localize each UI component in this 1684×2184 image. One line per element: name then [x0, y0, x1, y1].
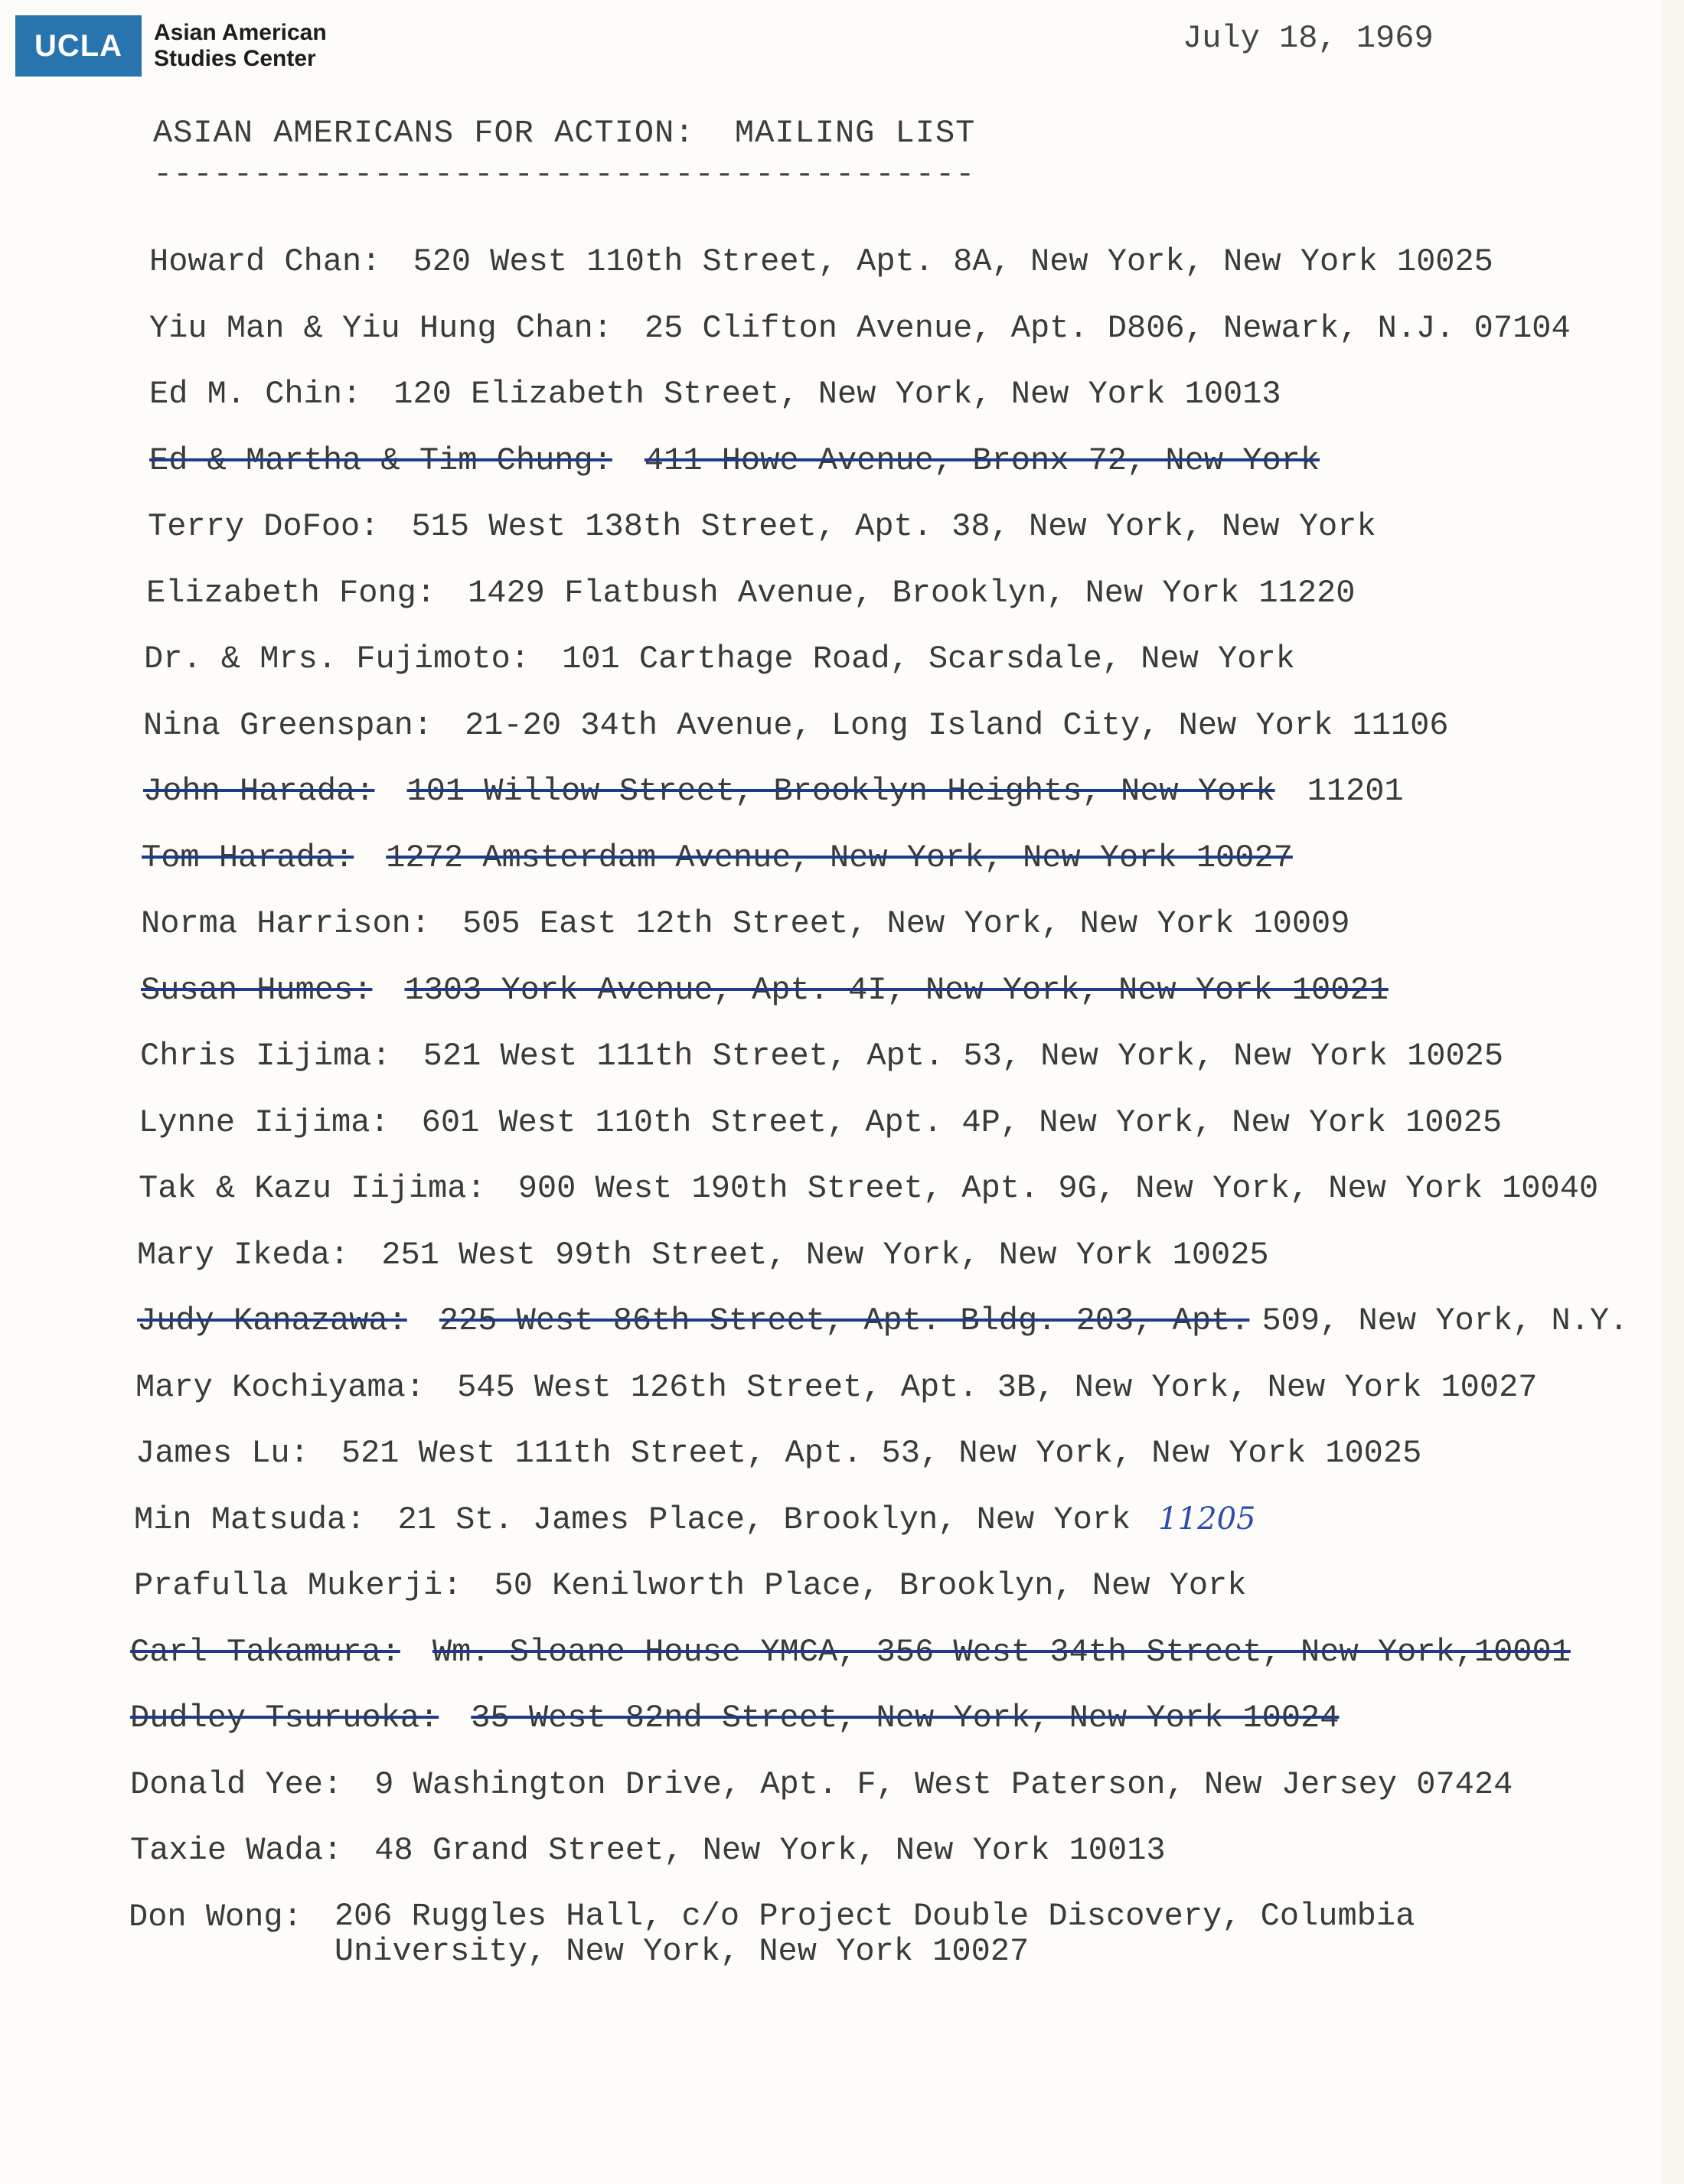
ucla-logo-mark: UCLA: [15, 15, 142, 77]
list-entry: [0, 1038, 1684, 1104]
entry-address: Wm. Sloane House YMCA, 356 West 34th Street, New York,10001: [432, 1633, 1571, 1671]
entry-name: Chris Iijima:: [140, 1038, 391, 1074]
entry-address: 251 West 99th Street, New York, New York 10025: [381, 1236, 1269, 1273]
entry-name: James Lu:: [135, 1435, 309, 1472]
entry-name: Elizabeth Fong:: [146, 574, 436, 611]
entry-name: Dr. & Mrs. Fujimoto:: [144, 641, 530, 677]
entry-address: 50 Kenilworth Place, Brooklyn, New York: [494, 1567, 1247, 1604]
entry-address: 206 Ruggles Hall, c/o Project Double Discovery, Columbia: [334, 1897, 1415, 1935]
entry-name: Yiu Man & Yiu Hung Chan:: [149, 309, 612, 347]
entry-address: 1272 Amsterdam Avenue, New York, New York 10027: [386, 839, 1293, 876]
logo-line-2: Studies Center: [154, 46, 316, 71]
list-entry-struck: [0, 839, 1684, 906]
handwritten-zip: 11205: [1158, 1501, 1256, 1537]
list-entry: [0, 310, 1684, 376]
list-entry: [0, 707, 1684, 774]
entry-address: 9 Washington Drive, Apt. F, West Paterson, New Jersey 07424: [374, 1765, 1513, 1803]
entry-name: Judy Kanazawa:: [137, 1302, 407, 1339]
list-entry-struck: [0, 1302, 1684, 1369]
list-entry: [0, 1501, 1684, 1568]
entry-name: John Harada:: [143, 773, 375, 810]
entry-address: 520 West 110th Street, Apt. 8A, New York, New York 10025: [413, 243, 1493, 280]
list-entry-struck: [0, 972, 1684, 1038]
entry-name: Terry DoFoo:: [148, 508, 380, 545]
entry-name: Min Matsuda:: [134, 1501, 366, 1538]
logo-line-1: Asian American: [154, 20, 327, 45]
entry-address: 101 Carthage Road, Scarsdale, New York: [562, 641, 1295, 677]
entry-name: Ed M. Chin:: [149, 376, 362, 412]
list-entry-struck: [0, 442, 1684, 509]
entry-address-line-2: University, New York, New York 10027: [334, 1932, 1030, 1970]
entry-address: 48 Grand Street, New York, New York 10013: [374, 1832, 1166, 1869]
entry-address: 521 West 111th Street, Apt. 53, New York, New York 10025: [423, 1038, 1504, 1074]
entry-name: Tak & Kazu Iijima:: [139, 1170, 486, 1207]
list-entry: [0, 376, 1684, 442]
entry-address: 21 St. James Place, Brooklyn, New York: [397, 1501, 1131, 1538]
entry-address: 900 West 190th Street, Apt. 9G, New York, New York 10040: [517, 1170, 1599, 1207]
list-entry: [0, 1369, 1684, 1436]
list-entry: [0, 575, 1684, 641]
entry-name: Dudley Tsuruoka:: [130, 1700, 439, 1736]
entry-name: Ed & Martha & Tim Chung:: [149, 442, 612, 479]
entry-address: 1303 York Avenue, Apt. 4I, New York, New York 10021: [404, 971, 1389, 1009]
ucla-logo: [15, 15, 327, 77]
entry-address: 21-20 34th Avenue, Long Island City, New York 11106: [465, 706, 1449, 744]
list-entry-struck: [0, 1634, 1684, 1700]
entry-name: Donald Yee:: [130, 1765, 343, 1803]
list-entry: [0, 641, 1684, 707]
entry-name: Lynne Iijima:: [139, 1103, 390, 1141]
list-entry: [0, 1170, 1684, 1237]
entry-address: 601 West 110th Street, Apt. 4P, New York, New York 10025: [421, 1103, 1503, 1141]
list-entry: [0, 508, 1684, 575]
entry-address: 1429 Flatbush Avenue, Brooklyn, New York 11220: [468, 574, 1356, 611]
entry-address: 545 West 126th Street, Apt. 3B, New York, New York 10027: [457, 1368, 1538, 1406]
list-entry: [0, 243, 1684, 310]
entry-address: 515 West 138th Street, Apt. 38, New York, New York: [411, 508, 1376, 545]
entry-name: Norma Harrison:: [141, 905, 431, 942]
entry-revised-address: 509, New York, N.Y.: [1261, 1302, 1629, 1339]
entry-name: Mary Ikeda:: [137, 1236, 350, 1273]
entry-name: Mary Kochiyama:: [135, 1368, 426, 1406]
list-entry: [0, 1567, 1684, 1634]
list-entry: [0, 1832, 1684, 1899]
list-entry: [0, 1899, 1684, 1983]
entry-name: Don Wong:: [129, 1898, 302, 1935]
entry-name: Susan Humes:: [141, 971, 373, 1009]
entry-address: 225 West 86th Street, Apt. Bldg. 203, Apt.: [439, 1302, 1250, 1339]
entry-name: Taxie Wada:: [130, 1832, 343, 1869]
entry-name: Carl Takamura:: [130, 1633, 400, 1671]
list-entry-struck: [0, 773, 1684, 839]
entry-name: Tom Harada:: [142, 839, 354, 876]
entry-address: 120 Elizabeth Street, New York, New York 10013: [393, 376, 1281, 412]
entry-address: 101 Willow Street, Brooklyn Heights, New York: [406, 773, 1275, 810]
entry-name: Prafulla Mukerji:: [134, 1567, 462, 1604]
entry-address: 35 West 82nd Street, New York, New York 10024: [471, 1700, 1340, 1736]
entry-address-block: [335, 1899, 1415, 1969]
entry-address: 505 East 12th Street, New York, New York 10009: [462, 905, 1350, 942]
entry-zip: 11201: [1307, 773, 1404, 810]
list-entry: [0, 905, 1684, 972]
document-date: July 18, 1969: [1183, 20, 1434, 57]
entry-address: 411 Howe Avenue, Bronx 72, New York: [644, 442, 1320, 479]
entry-address: 521 West 111th Street, Apt. 53, New York, New York 10025: [341, 1435, 1422, 1472]
entry-name: Howard Chan:: [149, 243, 381, 280]
logo-text: [154, 20, 327, 72]
title-underline: -----------------------------------------: [153, 156, 976, 193]
list-entry: [0, 1237, 1684, 1303]
mailing-list: [0, 243, 1684, 1983]
list-entry: [0, 1766, 1684, 1833]
list-entry: [0, 1435, 1684, 1501]
list-entry-struck: [0, 1700, 1684, 1766]
entry-name: Nina Greenspan:: [143, 706, 433, 744]
entry-address: 25 Clifton Avenue, Apt. D806, Newark, N.J. 07104: [644, 309, 1571, 347]
document-title: ASIAN AMERICANS FOR ACTION: MAILING LIST: [153, 115, 976, 152]
list-entry: [0, 1104, 1684, 1171]
